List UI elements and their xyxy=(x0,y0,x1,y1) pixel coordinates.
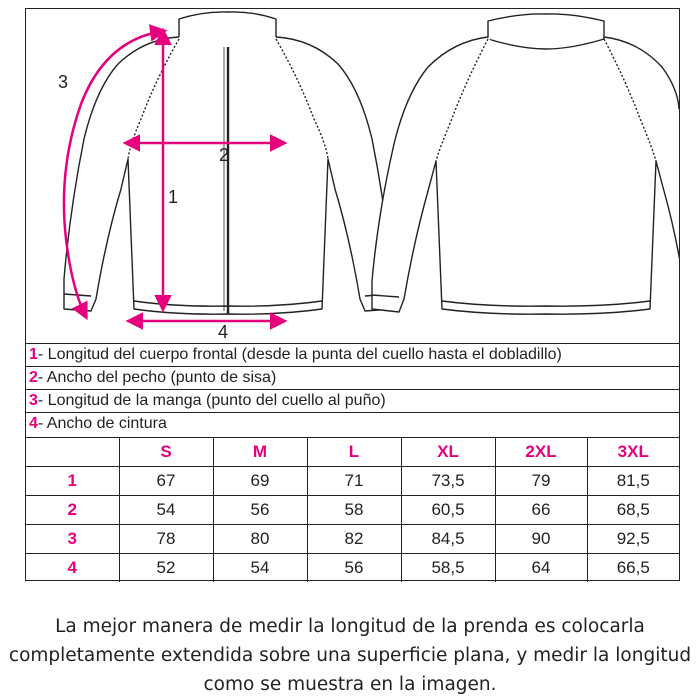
legend-number: 4 xyxy=(29,415,38,432)
table-cell: 56 xyxy=(307,554,401,583)
jacket-diagram xyxy=(26,9,679,343)
size-table xyxy=(26,437,679,582)
table-cell: 92,5 xyxy=(587,525,679,554)
row-label: 4 xyxy=(26,554,119,583)
table-header-row xyxy=(26,438,679,467)
legend-row-4 xyxy=(26,412,679,435)
table-cell: 73,5 xyxy=(401,467,495,496)
legend-row-2 xyxy=(26,366,679,389)
jacket-back-drawing xyxy=(372,14,679,314)
table-cell: 69 xyxy=(213,467,307,496)
legend-number: 1 xyxy=(29,346,38,363)
header-cell-empty xyxy=(26,438,119,467)
table-cell: 66 xyxy=(495,496,587,525)
table-cell: 54 xyxy=(213,554,307,583)
table-cell: 66,5 xyxy=(587,554,679,583)
table-cell: 54 xyxy=(119,496,213,525)
legend-row-1 xyxy=(26,343,679,366)
header-cell-3xl: 3XL xyxy=(587,438,679,467)
table-cell: 80 xyxy=(213,525,307,554)
table-cell: 90 xyxy=(495,525,587,554)
table-row xyxy=(26,496,679,525)
table-cell: 81,5 xyxy=(587,467,679,496)
table-row xyxy=(26,525,679,554)
measuring-instructions: La mejor manera de medir la longitud de la prenda es colocarla completamente extendida sobre una superficie plana, y medir la longitud como se muestra en la imagen. xyxy=(8,616,692,695)
measure-3-label: 3 xyxy=(58,72,69,92)
header-cell-2xl: 2XL xyxy=(495,438,587,467)
table-cell: 56 xyxy=(213,496,307,525)
table-cell: 60,5 xyxy=(401,496,495,525)
table-cell: 78 xyxy=(119,525,213,554)
legend-number: 3 xyxy=(29,392,38,409)
row-label: 3 xyxy=(26,525,119,554)
legend-number: 2 xyxy=(29,369,38,386)
table-cell: 58 xyxy=(307,496,401,525)
legend-text: - Ancho de cintura xyxy=(37,415,167,432)
header-cell-s: S xyxy=(119,438,213,467)
row-label: 1 xyxy=(26,467,119,496)
table-row xyxy=(26,467,679,496)
row-label: 2 xyxy=(26,496,119,525)
header-cell-l: L xyxy=(307,438,401,467)
table-cell: 68,5 xyxy=(587,496,679,525)
legend-text: - Longitud del cuerpo frontal (desde la punta del cuello hasta el dobladillo) xyxy=(37,346,562,363)
table-cell: 82 xyxy=(307,525,401,554)
legend-text: - Ancho del pecho (punto de sisa) xyxy=(37,369,277,386)
table-cell: 58,5 xyxy=(401,554,495,583)
measure-4-label: 4 xyxy=(218,322,229,342)
table-cell: 67 xyxy=(119,467,213,496)
table-cell: 71 xyxy=(307,467,401,496)
legend-text: - Longitud de la manga (punto del cuello al puño) xyxy=(37,392,386,409)
table-cell: 52 xyxy=(119,554,213,583)
measure-2-label: 2 xyxy=(219,145,230,165)
table-cell: 84,5 xyxy=(401,525,495,554)
header-cell-m: M xyxy=(213,438,307,467)
table-row xyxy=(26,554,679,583)
size-guide-frame xyxy=(25,8,680,581)
header-cell-xl: XL xyxy=(401,438,495,467)
table-cell: 64 xyxy=(495,554,587,583)
table-cell: 79 xyxy=(495,467,587,496)
measure-1-label: 1 xyxy=(168,187,179,207)
legend-row-3 xyxy=(26,389,679,412)
